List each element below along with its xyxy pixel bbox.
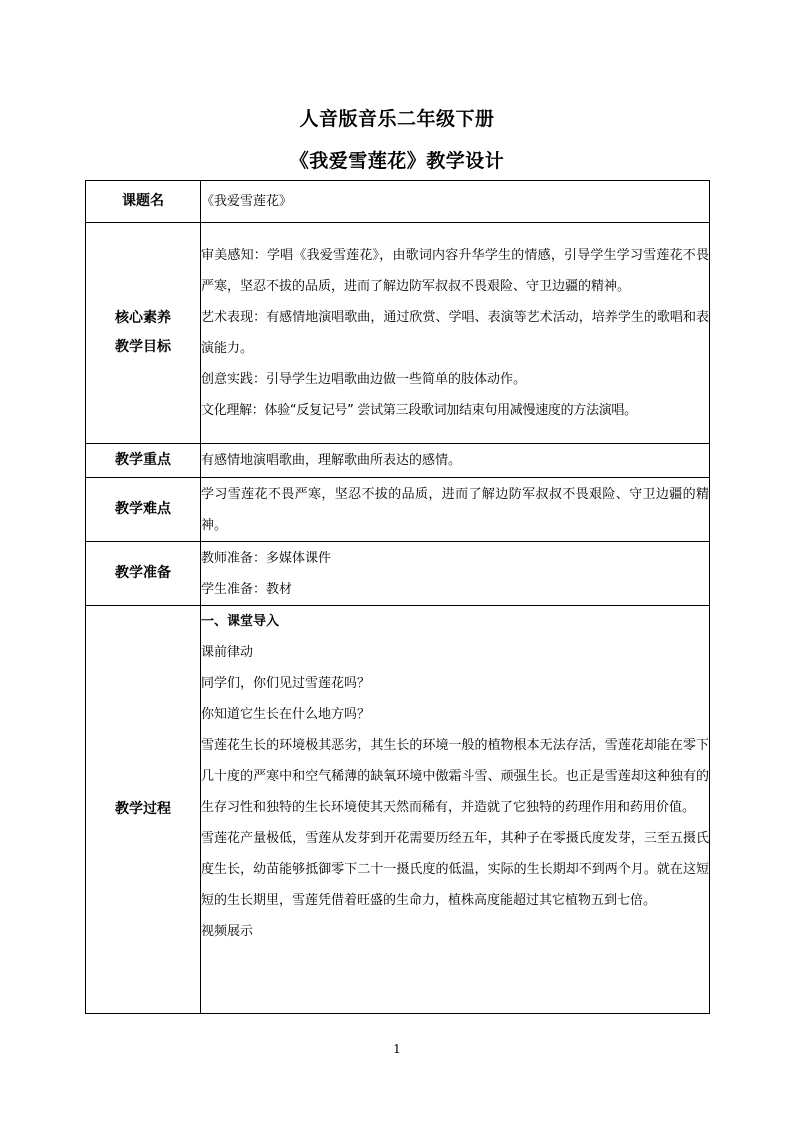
topic-value: 《我爱雪莲花》 (201, 181, 710, 223)
topic-label: 课题名 (86, 181, 201, 223)
difficulties-value: 学习雪莲花不畏严寒，坚忍不拔的品质，进而了解边防军叔叔不畏艰险、守卫边疆的精神。 (201, 478, 710, 542)
process-label: 教学过程 (86, 606, 201, 1014)
process-item: 视频展示 (201, 924, 254, 939)
table-row-difficulties (86, 478, 710, 542)
table-row-topic (86, 181, 710, 223)
process-item: 雪莲花生长的环境极其恶劣，其生长的环境一般的植物根本无法存活，雪莲花却能在零下几十度的严寒中和空气稀薄的缺氧环境中傲霜斗雪、顽强生长。也正是雪莲却这种独有的生存习性和独特的生长环境使其天然而稀有，并造就了它独特的药理作用和药用价值。 (201, 738, 709, 815)
table-row-key-points (86, 444, 710, 478)
difficulties-label: 教学难点 (86, 478, 201, 542)
goal-cultural: 文化理解：体验“反复记号” 尝试第三段歌词加结束句用减慢速度的方法演唱。 (201, 403, 637, 418)
goals-content (201, 223, 710, 444)
table-row-goals (86, 223, 710, 444)
table-row-process (86, 606, 710, 1014)
goals-label-line1: 核心素养 (115, 310, 171, 326)
goal-aesthetic: 审美感知：学唱《我爱雪莲花》，由歌词内容升华学生的情感，引导学生学习雪莲花不畏严寒，坚忍不拔的品质，进而了解边防军叔叔不畏艰险、守卫边疆的精神。 (201, 248, 709, 294)
preparation-content (201, 542, 710, 606)
teacher-preparation: 教师准备：多媒体课件 (201, 550, 332, 566)
table-row-preparation (86, 542, 710, 606)
page-number: 1 (393, 1042, 401, 1056)
process-section-heading: 一、课堂导入 (201, 614, 280, 629)
student-preparation: 学生准备：教材 (201, 581, 293, 597)
process-item: 你知道它生长在什么地方吗？ (201, 707, 371, 722)
process-content (201, 606, 710, 1014)
goal-creative: 创意实践：引导学生边唱歌曲边做一些简单的肢体动作。 (201, 372, 527, 387)
preparation-label: 教学准备 (86, 542, 201, 606)
goals-label-line2: 教学目标 (115, 339, 171, 355)
goal-artistic: 艺术表现：有感情地演唱歌曲，通过欣赏、学唱、表演等艺术活动，培养学生的歌唱和表演能力。 (201, 310, 709, 356)
document-subtitle: 《我爱雪莲花》教学设计 (289, 150, 505, 172)
lesson-plan-table (85, 180, 710, 1014)
process-item: 课前律动 (201, 645, 254, 660)
goals-label (86, 223, 201, 444)
key-points-value: 有感情地演唱歌曲，理解歌曲所表达的感情。 (201, 444, 710, 478)
document-title: 人音版音乐二年级下册 (299, 108, 495, 130)
key-points-label: 教学重点 (86, 444, 201, 478)
process-item: 同学们，你们见过雪莲花吗？ (201, 676, 371, 691)
process-item: 雪莲花产量极低，雪莲从发芽到开花需要历经五年，其种子在零摄氏度发芽，三至五摄氏度生长，幼苗能够抵御零下二十一摄氏度的低温，实际的生长期却不到两个月。就在这短短的生长期里，雪莲凭借着旺盛的生命力，植株高度能超过其它植物五到七倍。 (201, 831, 709, 908)
